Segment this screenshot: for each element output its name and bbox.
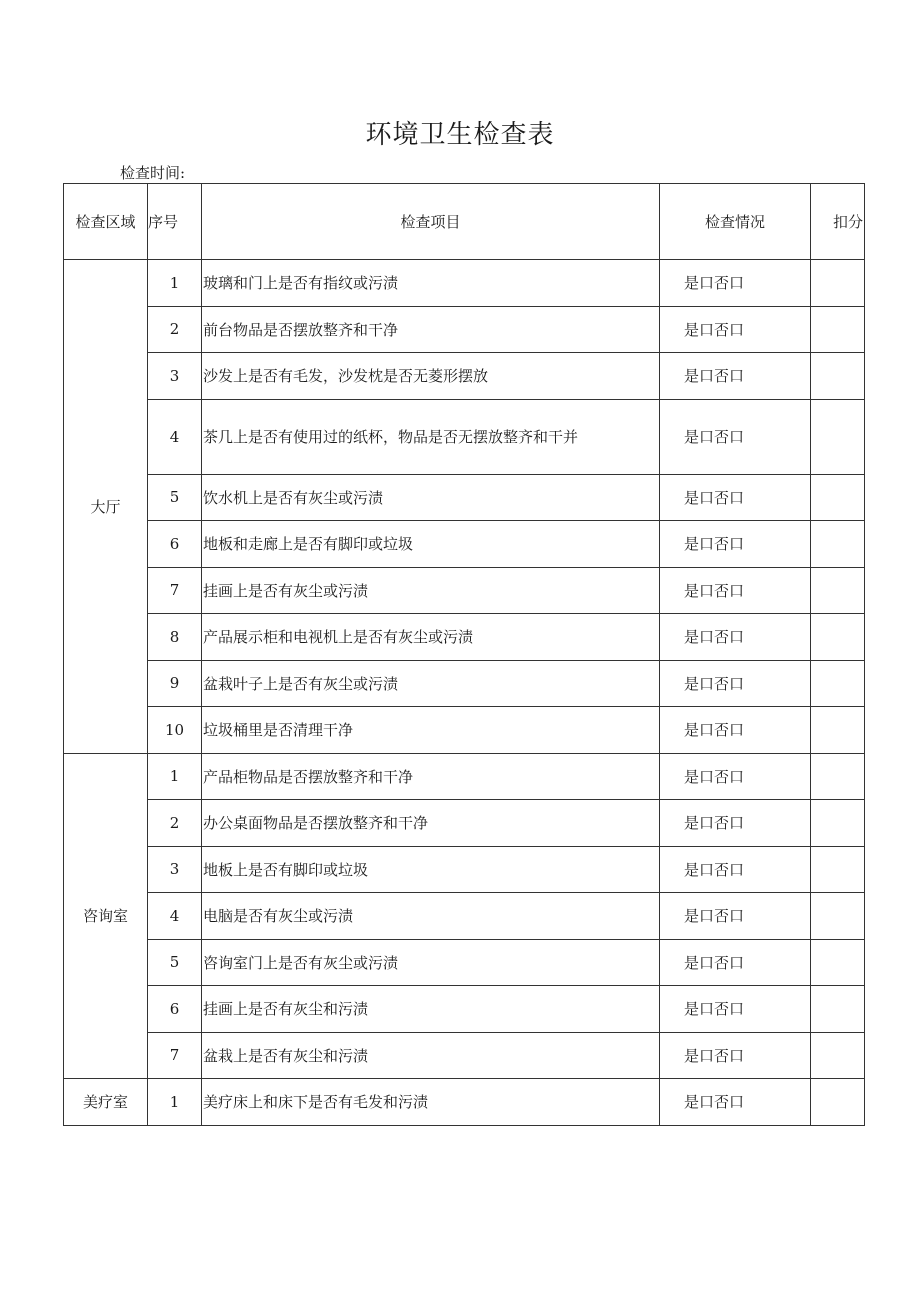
inspection-table [63,183,865,1126]
table-row [64,800,865,847]
table-row [64,846,865,893]
deduct-cell [811,306,865,353]
table-row [64,306,865,353]
table-row [64,753,865,800]
deduct-cell [811,521,865,568]
seq-cell: 4 [148,399,202,474]
status-cell: 是口否口 [660,399,811,474]
deduct-cell [811,614,865,661]
area-cell: 大厅 [64,260,148,754]
status-cell: 是口否口 [660,753,811,800]
table-row [64,399,865,474]
seq-cell: 6 [148,986,202,1033]
deduct-cell [811,986,865,1033]
table-row [64,1079,865,1126]
header-deduct: 扣分 [811,184,865,260]
seq-cell: 6 [148,521,202,568]
deduct-cell [811,1079,865,1126]
deduct-cell [811,399,865,474]
table-row [64,567,865,614]
deduct-cell [811,939,865,986]
seq-cell: 7 [148,1032,202,1079]
status-cell: 是口否口 [660,521,811,568]
table-row [64,614,865,661]
seq-cell: 2 [148,306,202,353]
deduct-cell [811,707,865,754]
area-cell: 美疗室 [64,1079,148,1126]
item-cell: 咨询室门上是否有灰尘或污渍 [202,939,660,986]
deduct-cell [811,567,865,614]
seq-cell: 7 [148,567,202,614]
table-row [64,521,865,568]
table-row [64,660,865,707]
item-cell: 美疗床上和床下是否有毛发和污渍 [202,1079,660,1126]
item-cell: 盆栽上是否有灰尘和污渍 [202,1032,660,1079]
deduct-cell [811,353,865,400]
table-row [64,707,865,754]
status-cell: 是口否口 [660,474,811,521]
check-time-label: 检查时间: [120,164,186,182]
status-cell: 是口否口 [660,306,811,353]
status-cell: 是口否口 [660,986,811,1033]
item-cell: 挂画上是否有灰尘或污渍 [202,567,660,614]
table-row [64,986,865,1033]
item-cell: 地板上是否有脚印或垃圾 [202,846,660,893]
status-cell: 是口否口 [660,660,811,707]
status-cell: 是口否口 [660,707,811,754]
table-row [64,353,865,400]
table-row [64,939,865,986]
seq-cell: 3 [148,846,202,893]
table-row [64,893,865,940]
page-title: 环境卫生检查表 [365,120,555,150]
area-cell: 咨询室 [64,753,148,1079]
table-row [64,1032,865,1079]
seq-cell: 1 [148,753,202,800]
seq-cell: 5 [148,474,202,521]
seq-cell: 4 [148,893,202,940]
header-status: 检查情况 [660,184,811,260]
seq-cell: 1 [148,1079,202,1126]
status-cell: 是口否口 [660,939,811,986]
status-cell: 是口否口 [660,260,811,307]
table-row [64,474,865,521]
deduct-cell [811,1032,865,1079]
seq-cell: 10 [148,707,202,754]
item-cell: 饮水机上是否有灰尘或污渍 [202,474,660,521]
header-seq: 序号 [148,184,202,260]
item-cell: 产品展示柜和电视机上是否有灰尘或污渍 [202,614,660,661]
deduct-cell [811,660,865,707]
status-cell: 是口否口 [660,1079,811,1126]
status-cell: 是口否口 [660,846,811,893]
seq-cell: 9 [148,660,202,707]
table-header-row [64,184,865,260]
status-cell: 是口否口 [660,1032,811,1079]
item-cell: 前台物品是否摆放整齐和干净 [202,306,660,353]
status-cell: 是口否口 [660,353,811,400]
seq-cell: 2 [148,800,202,847]
item-cell: 沙发上是否有毛发，沙发枕是否无菱形摆放 [202,353,660,400]
status-cell: 是口否口 [660,614,811,661]
item-cell: 茶几上是否有使用过的纸杯，物品是否无摆放整齐和干并 [202,399,660,474]
item-cell: 产品柜物品是否摆放整齐和干净 [202,753,660,800]
deduct-cell [811,800,865,847]
header-item: 检查项目 [202,184,660,260]
seq-cell: 3 [148,353,202,400]
item-cell: 电脑是否有灰尘或污渍 [202,893,660,940]
status-cell: 是口否口 [660,800,811,847]
deduct-cell [811,474,865,521]
item-cell: 地板和走廊上是否有脚印或垃圾 [202,521,660,568]
item-cell: 盆栽叶子上是否有灰尘或污渍 [202,660,660,707]
item-cell: 垃圾桶里是否清理干净 [202,707,660,754]
seq-cell: 1 [148,260,202,307]
status-cell: 是口否口 [660,893,811,940]
deduct-cell [811,893,865,940]
item-cell: 挂画上是否有灰尘和污渍 [202,986,660,1033]
item-cell: 办公桌面物品是否摆放整齐和干净 [202,800,660,847]
deduct-cell [811,260,865,307]
deduct-cell [811,846,865,893]
header-area: 检查区域 [64,184,148,260]
deduct-cell [811,753,865,800]
seq-cell: 5 [148,939,202,986]
item-cell: 玻璃和门上是否有指纹或污渍 [202,260,660,307]
table-row [64,260,865,307]
status-cell: 是口否口 [660,567,811,614]
seq-cell: 8 [148,614,202,661]
